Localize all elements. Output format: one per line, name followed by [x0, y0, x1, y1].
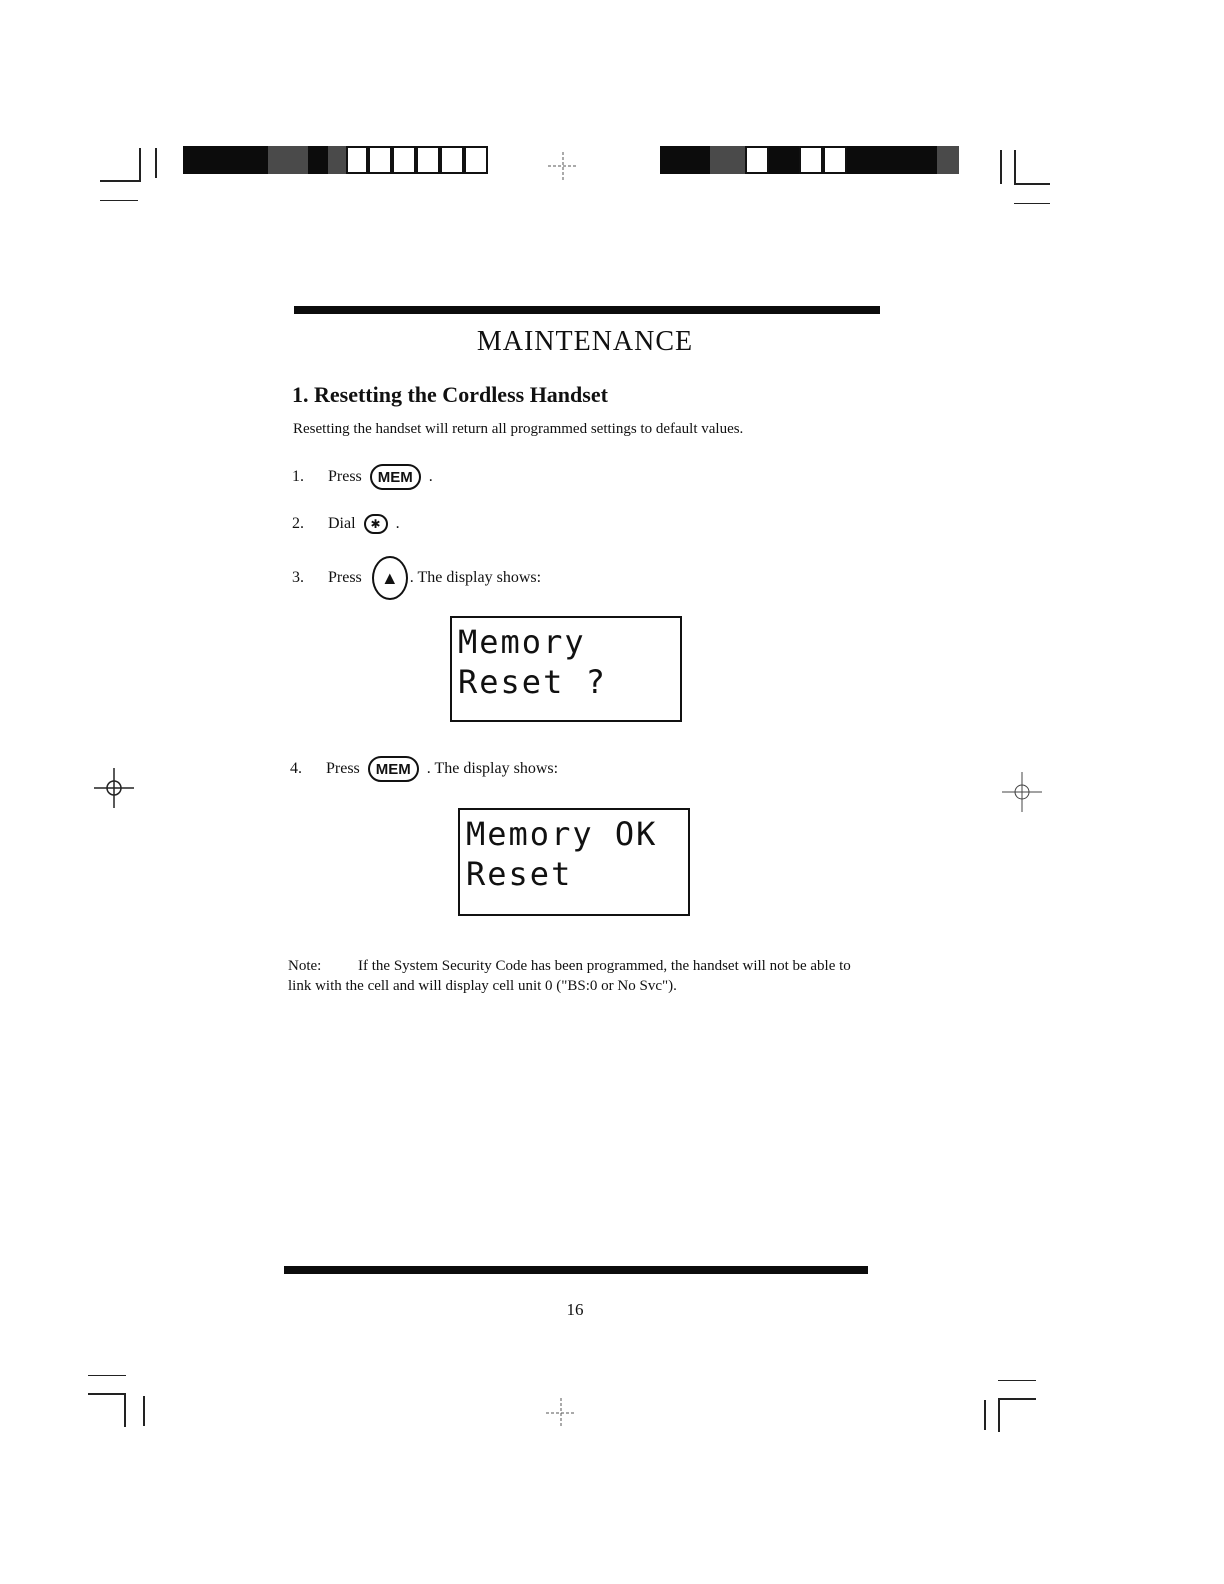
step-suffix: .	[395, 515, 400, 532]
note	[288, 956, 868, 996]
step-verb: Press	[326, 760, 360, 777]
lcd-line-2: Reset ?	[458, 663, 607, 701]
crop-mark-top-left-h2	[100, 200, 138, 201]
step-verb: Press	[328, 569, 362, 586]
step-4	[290, 756, 558, 782]
registration-target-left	[94, 768, 134, 808]
crop-mark-top-right-h	[1014, 183, 1050, 185]
step-number: 3.	[292, 569, 304, 586]
step-verb: Dial	[328, 515, 356, 532]
step-suffix: . The display shows:	[426, 760, 559, 777]
page-title: MAINTENANCE	[476, 326, 694, 357]
note-label: Note:	[288, 958, 322, 974]
scroll-up-key-icon: ▲	[372, 556, 408, 600]
crop-mark-bottom-right-h2	[998, 1398, 1036, 1400]
crop-mark-top-left-h	[100, 180, 140, 182]
step-suffix: . The display shows:	[409, 569, 542, 586]
lcd-display-2	[458, 808, 690, 916]
step-verb: Press	[328, 468, 362, 485]
registration-bar-right	[660, 146, 959, 174]
step-suffix: .	[428, 468, 433, 485]
registration-target-right	[1002, 772, 1042, 812]
crop-mark-bottom-right-v	[998, 1398, 1000, 1432]
crop-mark-top-right-v2	[1014, 150, 1016, 184]
crop-mark-bottom-right-v2	[984, 1400, 986, 1430]
step-2	[292, 514, 400, 534]
step-number: 1.	[292, 468, 304, 485]
section-intro: Resetting the handset will return all programmed settings to default values.	[293, 421, 744, 437]
bottom-rule	[284, 1266, 868, 1274]
registration-bar-left	[183, 146, 488, 174]
crop-mark-bottom-left-h	[88, 1375, 126, 1376]
registration-target-bottom	[546, 1398, 576, 1428]
star-key-icon: ✱	[364, 514, 388, 534]
step-number: 4.	[290, 760, 302, 777]
mem-key-icon: MEM	[370, 464, 421, 490]
section-title: 1. Resetting the Cordless Handset	[292, 382, 608, 407]
crop-mark-top-left-v2	[155, 148, 157, 178]
lcd-line-2: Reset	[466, 855, 573, 893]
step-3	[292, 556, 541, 600]
lcd-line-1: Memory OK	[466, 815, 658, 853]
mem-key-icon: MEM	[368, 756, 419, 782]
crop-mark-top-right-v	[1000, 150, 1002, 184]
crop-mark-bottom-right-h	[998, 1380, 1036, 1381]
crop-mark-bottom-left-v	[124, 1393, 126, 1427]
crop-mark-top-right-h2	[1014, 203, 1050, 204]
lcd-display-1	[450, 616, 682, 722]
step-1	[292, 464, 433, 490]
step-number: 2.	[292, 515, 304, 532]
crop-mark-bottom-left-v2	[143, 1396, 145, 1426]
crop-mark-top-left-v	[139, 148, 141, 182]
top-rule	[294, 306, 880, 314]
registration-target-top	[548, 152, 578, 182]
crop-mark-bottom-left-h2	[88, 1393, 126, 1395]
page-number: 16	[566, 1300, 584, 1319]
note-text: If the System Security Code has been programmed, the handset will not be able to link with the cell and will display cell unit 0 ("BS:0 or No Svc").	[288, 958, 851, 994]
lcd-line-1: Memory	[458, 623, 586, 661]
